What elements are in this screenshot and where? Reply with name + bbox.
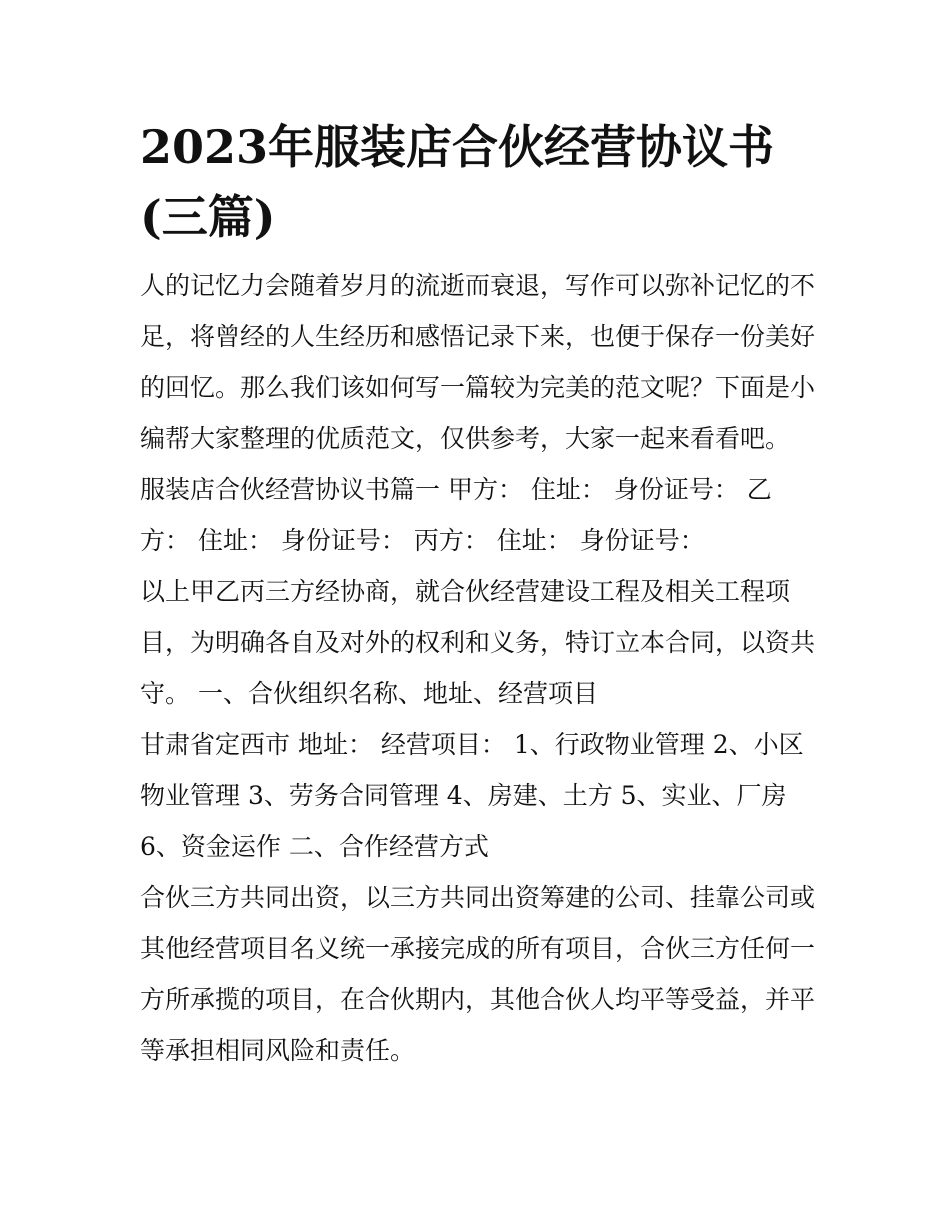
document-title-line-1: 2023年服装店合伙经营协议书 (140, 120, 775, 174)
document-title-line-2: (三篇) (140, 190, 276, 244)
cooperation-method-paragraph: 合伙三方共同出资，以三方共同出资筹建的公司、挂靠公司或其他经营项目名义统一承接完成的所有项目，合伙三方任何一方所承揽的项目，在合伙期内，其他合伙人均平等受益，并平等承担相同风险和责任。 (140, 883, 816, 1065)
document-content (140, 112, 820, 1076)
document-title (140, 112, 820, 252)
business-items-paragraph: 甘肃省定西市 地址： 经营项目： 1、行政物业管理 2、小区物业管理 3、劳务合同管理 4、房建、土方 5、实业、厂房 6、资金运作 二、合作经营方式 (140, 730, 804, 861)
intro-paragraph: 人的记忆力会随着岁月的流逝而衰退，写作可以弥补记忆的不足，将曾经的人生经历和感悟记录下来，也便于保存一份美好的回忆。那么我们该如何写一篇较为完美的范文呢？下面是小编帮大家整理的优质范文，仅供参考，大家一起来看看吧。 (140, 271, 816, 453)
agreement-purpose-paragraph: 以上甲乙丙三方经协商，就合伙经营建设工程及相关工程项目，为明确各自及对外的权利和义务，特订立本合同，以资共守。 一、合伙组织名称、地址、经营项目 (140, 577, 816, 708)
parties-paragraph: 服装店合伙经营协议书篇一 甲方： 住址： 身份证号： 乙方： 住址： 身份证号： 丙方： 住址： 身份证号： (140, 475, 772, 555)
